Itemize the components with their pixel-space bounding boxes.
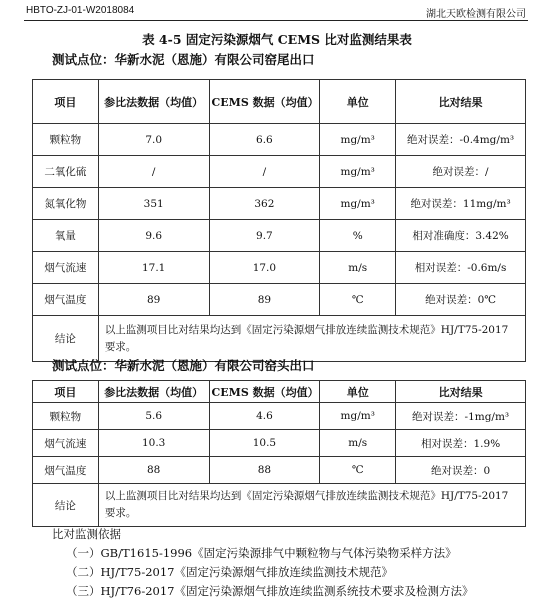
table-row xyxy=(33,220,526,252)
table-title: 表 4-5 固定污染源烟气 CEMS 比对监测结果表 xyxy=(142,32,412,47)
conclusion-text: 以上监测项目比对结果均达到《固定污染源烟气排放连续监测技术规范》HJ/T75-2017 要求。 xyxy=(98,316,525,362)
cell-unit: mg/m³ xyxy=(320,156,396,188)
col-unit: 单位 xyxy=(320,80,396,124)
cell-reference: 10.3 xyxy=(98,430,209,457)
cell-unit: ℃ xyxy=(320,457,396,484)
cell-cems: / xyxy=(209,156,320,188)
table-row xyxy=(33,156,526,188)
header-rule xyxy=(24,20,528,21)
cell-result: 相对误差：-0.6m/s xyxy=(396,252,526,284)
cell-unit: mg/m³ xyxy=(320,124,396,156)
table-row xyxy=(33,403,526,430)
cell-item: 烟气温度 xyxy=(33,284,99,316)
cell-cems: 4.6 xyxy=(209,403,320,430)
cell-unit: mg/m³ xyxy=(320,188,396,220)
cell-unit: % xyxy=(320,220,396,252)
cell-item: 烟气温度 xyxy=(33,457,99,484)
cell-cems: 17.0 xyxy=(209,252,320,284)
cell-item: 氮氧化物 xyxy=(33,188,99,220)
cell-item: 二氧化硫 xyxy=(33,156,99,188)
cell-reference: 17.1 xyxy=(98,252,209,284)
col-cems: CEMS 数据（均值） xyxy=(209,80,320,124)
cell-unit: m/s xyxy=(320,252,396,284)
cell-item: 颗粒物 xyxy=(33,124,99,156)
conclusion-label: 结论 xyxy=(33,484,99,527)
cell-item: 颗粒物 xyxy=(33,403,99,430)
cell-reference: 89 xyxy=(98,284,209,316)
basis-item: （一）GB/T1615-1996《固定污染源排气中颗粒物与气体污染物采样方法》 xyxy=(66,546,457,560)
basis-title: 比对监测依据 xyxy=(52,527,121,541)
cell-reference: 5.6 xyxy=(98,403,209,430)
table-row xyxy=(33,124,526,156)
col-result: 比对结果 xyxy=(396,381,526,403)
cell-cems: 362 xyxy=(209,188,320,220)
section2-site: 测试点位：华新水泥（恩施）有限公司窑头出口 xyxy=(52,358,315,373)
col-result: 比对结果 xyxy=(396,80,526,124)
col-cems: CEMS 数据（均值） xyxy=(209,381,320,403)
conclusion-row xyxy=(33,484,526,527)
col-item: 项目 xyxy=(33,381,99,403)
cell-cems: 88 xyxy=(209,457,320,484)
cell-result: 绝对误差：-0.4mg/m³ xyxy=(396,124,526,156)
cell-result: 绝对误差：0 xyxy=(396,457,526,484)
section1-site: 测试点位：华新水泥（恩施）有限公司窑尾出口 xyxy=(52,52,315,67)
cell-result: 绝对误差：0℃ xyxy=(396,284,526,316)
page-header xyxy=(0,0,554,22)
cell-cems: 9.7 xyxy=(209,220,320,252)
cell-item: 烟气流速 xyxy=(33,252,99,284)
conclusion-text: 以上监测项目比对结果均达到《固定污染源烟气排放连续监测技术规范》HJ/T75-2017 要求。 xyxy=(98,484,525,527)
col-unit: 单位 xyxy=(320,381,396,403)
company-name: 湖北天欧检测有限公司 xyxy=(426,9,526,20)
table-row xyxy=(33,457,526,484)
cell-cems: 10.5 xyxy=(209,430,320,457)
conclusion-row xyxy=(33,316,526,362)
cell-result: 绝对误差：/ xyxy=(396,156,526,188)
cell-reference: 351 xyxy=(98,188,209,220)
cell-reference: 88 xyxy=(98,457,209,484)
table-row xyxy=(33,252,526,284)
cell-unit: m/s xyxy=(320,430,396,457)
cell-item: 氧量 xyxy=(33,220,99,252)
table-header-row xyxy=(33,381,526,403)
cell-result: 绝对误差：-1mg/m³ xyxy=(396,403,526,430)
cell-result: 绝对误差：11mg/m³ xyxy=(396,188,526,220)
kiln-tail-table xyxy=(32,79,526,362)
table-row xyxy=(33,284,526,316)
cell-reference: / xyxy=(98,156,209,188)
table-header-row xyxy=(33,80,526,124)
cell-reference: 7.0 xyxy=(98,124,209,156)
cell-reference: 9.6 xyxy=(98,220,209,252)
col-item: 项目 xyxy=(33,80,99,124)
table-row xyxy=(33,430,526,457)
conclusion-label: 结论 xyxy=(33,316,99,362)
cell-cems: 6.6 xyxy=(209,124,320,156)
cell-unit: ℃ xyxy=(320,284,396,316)
basis-item: （二）HJ/T75-2017《固定污染源烟气排放连续监测技术规范》 xyxy=(66,565,393,579)
cell-item: 烟气流速 xyxy=(33,430,99,457)
document-number: HBTO-ZJ-01-W2018084 xyxy=(26,5,135,16)
table-row xyxy=(33,188,526,220)
cell-cems: 89 xyxy=(209,284,320,316)
col-reference: 参比法数据（均值） xyxy=(98,381,209,403)
kiln-head-table xyxy=(32,380,526,527)
col-reference: 参比法数据（均值） xyxy=(98,80,209,124)
cell-unit: mg/m³ xyxy=(320,403,396,430)
cell-result: 相对准确度：3.42% xyxy=(396,220,526,252)
basis-item: （三）HJ/T76-2017《固定污染源烟气排放连续监测系统技术要求及检测方法》 xyxy=(66,584,474,598)
cell-result: 相对误差：1.9% xyxy=(396,430,526,457)
